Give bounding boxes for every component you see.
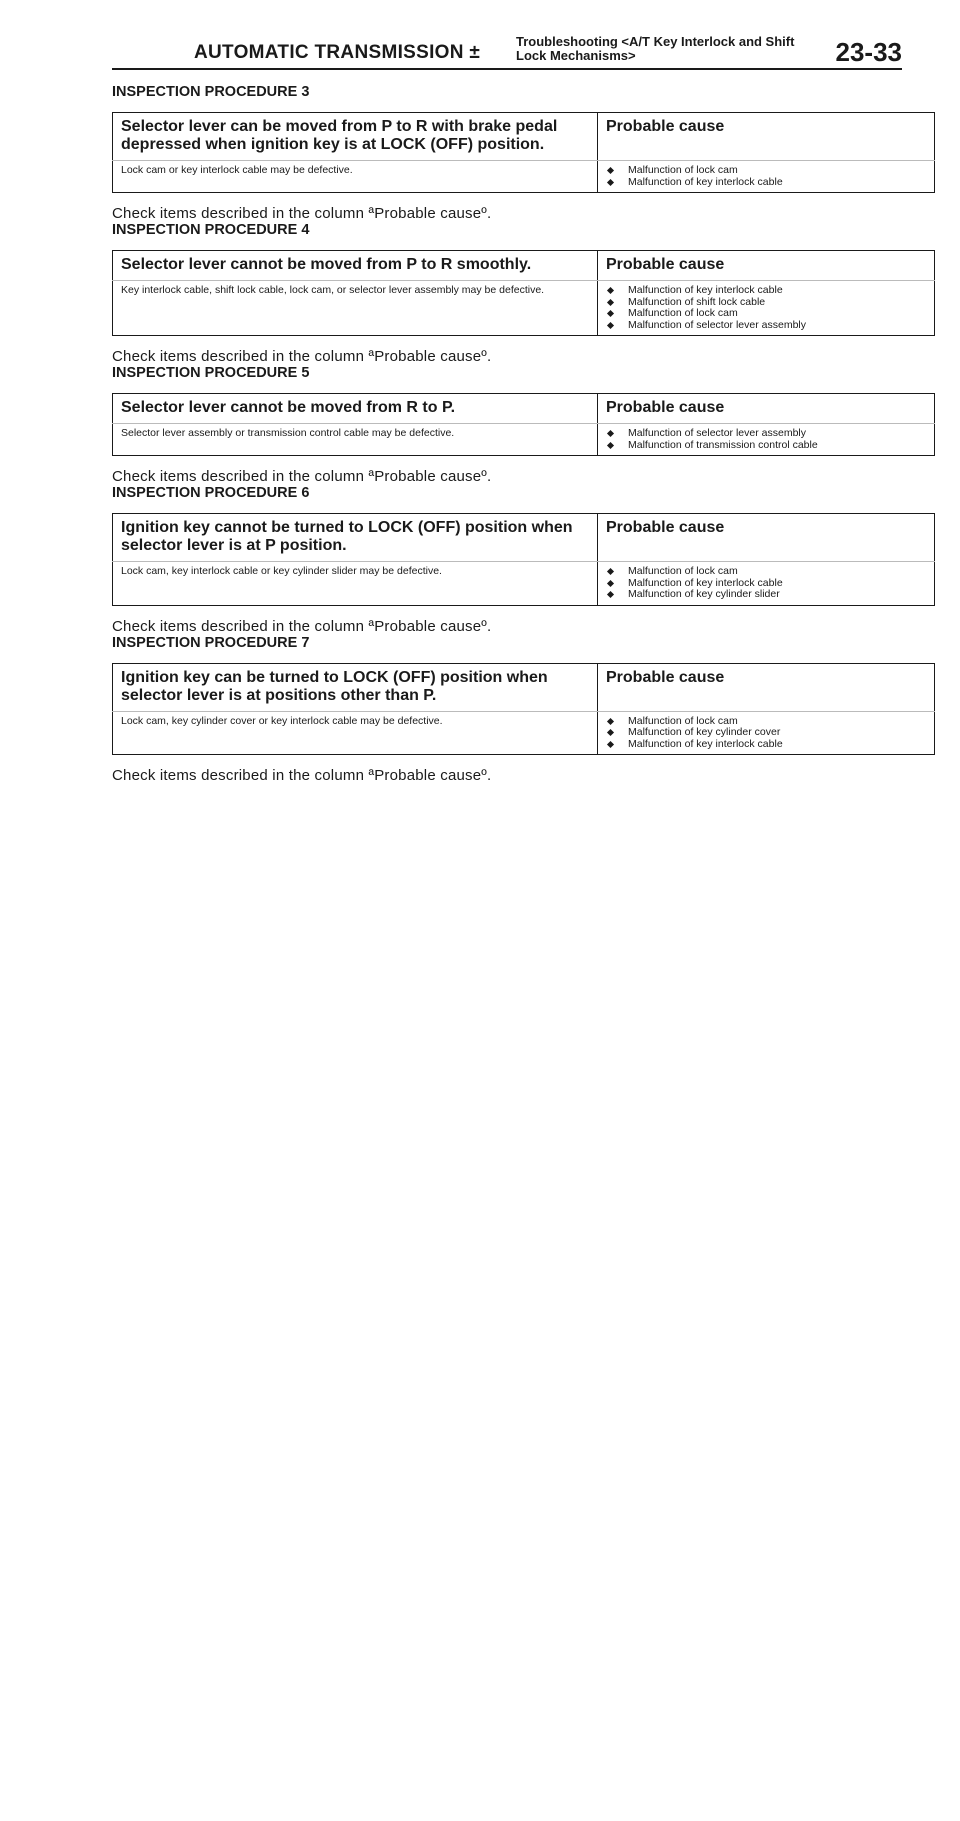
causes-cell bbox=[598, 281, 935, 336]
procedure-6 bbox=[112, 485, 902, 635]
symptom-cell: Selector lever cannot be moved from P to R smoothly. bbox=[113, 251, 598, 281]
page-content bbox=[112, 84, 902, 784]
cause-item: Malfunction of lock cam bbox=[606, 165, 926, 177]
cause-item: Malfunction of selector lever assembly bbox=[606, 320, 926, 332]
causes-list bbox=[606, 428, 926, 451]
check-note: Check items described in the column ªProbable causeº. bbox=[112, 468, 492, 485]
cause-item: Malfunction of selector lever assembly bbox=[606, 428, 926, 440]
symptom-cell: Selector lever cannot be moved from R to P. bbox=[113, 394, 598, 424]
description-cell: Lock cam, key cylinder cover or key interlock cable may be defective. bbox=[113, 711, 598, 755]
cause-item: Malfunction of lock cam bbox=[606, 308, 926, 320]
causes-cell bbox=[598, 711, 935, 755]
cause-item: Malfunction of key interlock cable bbox=[606, 177, 926, 189]
procedure-heading: INSPECTION PROCEDURE 5 bbox=[112, 365, 310, 381]
procedure-heading: INSPECTION PROCEDURE 7 bbox=[112, 634, 310, 651]
description-cell: Key interlock cable, shift lock cable, lock cam, or selector lever assembly may be defective. bbox=[113, 281, 598, 336]
check-note: Check items described in the column ªProbable causeº. bbox=[112, 767, 492, 784]
probable-cause-header: Probable cause bbox=[598, 394, 935, 424]
cause-item: Malfunction of lock cam bbox=[606, 716, 926, 728]
cause-item: Malfunction of lock cam bbox=[606, 566, 926, 578]
procedure-heading: INSPECTION PROCEDURE 3 bbox=[112, 84, 310, 100]
procedure-table bbox=[112, 663, 935, 756]
procedure-5 bbox=[112, 365, 902, 485]
check-note: Check items described in the column ªProbable causeº. bbox=[112, 348, 492, 365]
causes-list bbox=[606, 165, 926, 188]
check-note: Check items described in the column ªProbable causeº. bbox=[112, 205, 492, 222]
section-title: AUTOMATIC TRANSMISSION ± bbox=[194, 42, 481, 63]
symptom-cell: Ignition key cannot be turned to LOCK (OFF) position when selector lever is at P position. bbox=[113, 514, 598, 562]
page-number: 23-33 bbox=[835, 37, 902, 67]
check-note: Check items described in the column ªProbable causeº. bbox=[112, 617, 492, 635]
causes-list bbox=[606, 716, 926, 751]
probable-cause-header: Probable cause bbox=[598, 663, 935, 711]
procedure-table bbox=[112, 112, 935, 193]
procedure-3 bbox=[112, 84, 902, 222]
procedure-heading: INSPECTION PROCEDURE 4 bbox=[112, 222, 310, 238]
symptom-cell: Ignition key can be turned to LOCK (OFF) position when selector lever is at positions other than P. bbox=[113, 663, 598, 711]
header-divider bbox=[112, 68, 902, 70]
causes-list bbox=[606, 566, 926, 601]
procedure-7 bbox=[112, 635, 902, 785]
probable-cause-header: Probable cause bbox=[598, 251, 935, 281]
procedure-table bbox=[112, 250, 935, 336]
procedure-heading: INSPECTION PROCEDURE 6 bbox=[112, 485, 310, 501]
page-header bbox=[112, 34, 902, 68]
procedure-table bbox=[112, 513, 935, 606]
description-cell: Lock cam or key interlock cable may be defective. bbox=[113, 161, 598, 193]
description-cell: Lock cam, key interlock cable or key cylinder slider may be defective. bbox=[113, 562, 598, 606]
subtitle-line-1: Troubleshooting <A/T Key Interlock and Shift bbox=[516, 34, 795, 49]
cause-item: Malfunction of key cylinder cover bbox=[606, 727, 926, 739]
section-subtitle bbox=[516, 35, 794, 63]
cause-item: Malfunction of shift lock cable bbox=[606, 297, 926, 309]
causes-cell bbox=[598, 562, 935, 606]
cause-item: Malfunction of key interlock cable bbox=[606, 578, 926, 590]
causes-cell bbox=[598, 424, 935, 456]
cause-item: Malfunction of transmission control cable bbox=[606, 440, 926, 452]
causes-cell bbox=[598, 161, 935, 193]
cause-item: Malfunction of key interlock cable bbox=[606, 285, 926, 297]
procedure-4 bbox=[112, 222, 902, 365]
probable-cause-header: Probable cause bbox=[598, 113, 935, 161]
symptom-cell: Selector lever can be moved from P to R with brake pedal depressed when ignition key is at LOCK (OFF) position. bbox=[113, 113, 598, 161]
probable-cause-header: Probable cause bbox=[598, 514, 935, 562]
causes-list bbox=[606, 285, 926, 331]
cause-item: Malfunction of key interlock cable bbox=[606, 739, 926, 751]
cause-item: Malfunction of key cylinder slider bbox=[606, 589, 926, 601]
procedure-table bbox=[112, 393, 935, 456]
description-cell: Selector lever assembly or transmission control cable may be defective. bbox=[113, 424, 598, 456]
subtitle-line-2: Lock Mechanisms> bbox=[516, 48, 636, 63]
